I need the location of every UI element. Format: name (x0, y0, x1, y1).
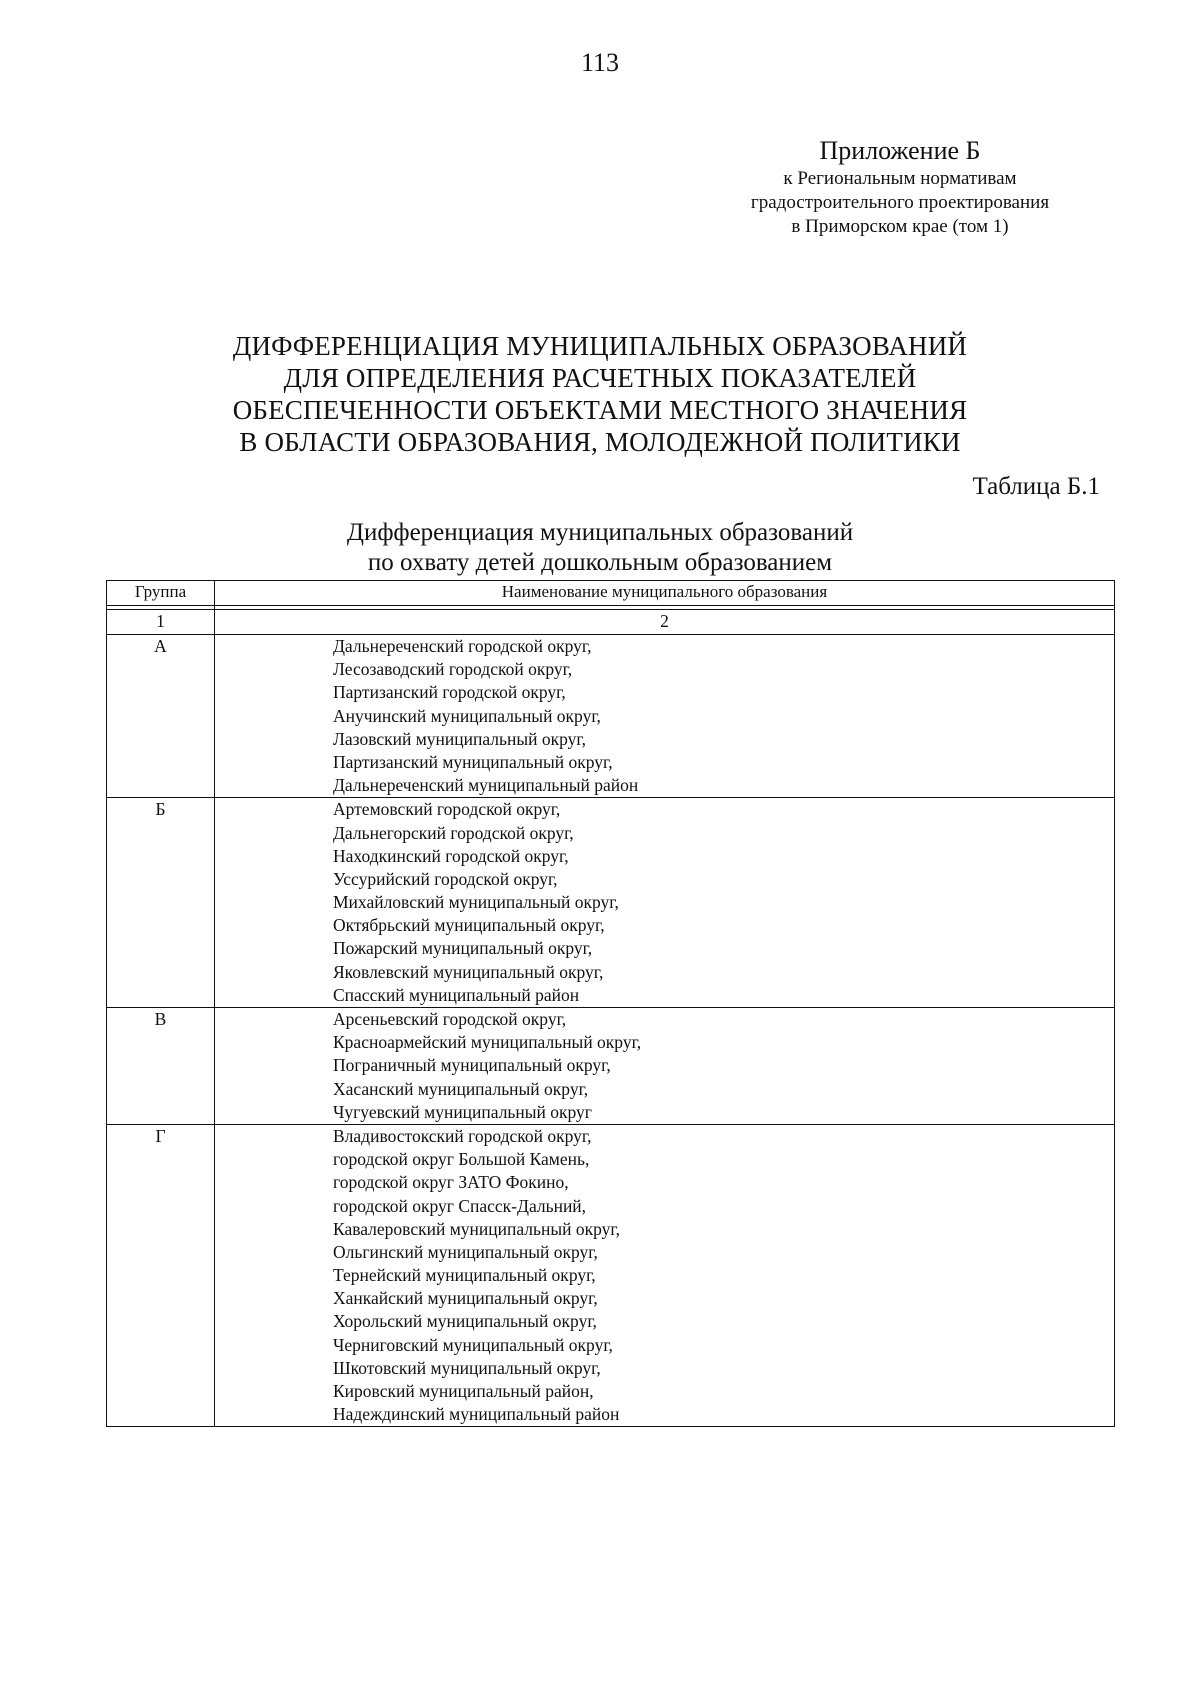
municipality-name: Пожарский муниципальный округ, (333, 938, 593, 959)
main-title-line-4: В ОБЛАСТИ ОБРАЗОВАНИЯ, МОЛОДЕЖНОЙ ПОЛИТИКИ (239, 427, 961, 457)
municipality-name: городской округ Спасск-Дальний, (333, 1195, 587, 1216)
municipality-name: Кавалеровский муниципальный округ, (333, 1218, 620, 1239)
municipality-name: Владивостокский городской округ, (333, 1125, 592, 1146)
municipality-name: Надеждинский муниципальный район (333, 1404, 620, 1425)
municipality-name: Чугуевский муниципальный округ (333, 1101, 592, 1122)
table-caption (100, 518, 1100, 578)
names-cell (215, 798, 1115, 1008)
municipality-name: Анучинский муниципальный округ, (333, 705, 601, 726)
header-group: Группа (107, 581, 215, 606)
table-body (107, 606, 1115, 1427)
municipality-name: Шкотовский муниципальный округ, (333, 1357, 601, 1378)
appendix-line-1: к Региональным нормативам (783, 168, 1017, 189)
municipality-name: Красноармейский муниципальный округ, (333, 1032, 642, 1053)
appendix-title: Приложение Б (819, 136, 981, 165)
municipality-name: Хорольский муниципальный округ, (333, 1311, 597, 1332)
appendix-header (700, 135, 1100, 239)
main-title (100, 330, 1100, 458)
appendix-line-3: в Приморском крае (том 1) (791, 216, 1009, 237)
group-cell: В (107, 1008, 215, 1125)
table-row (107, 1008, 1115, 1125)
municipality-name: Дальнереченский городской округ, (333, 636, 592, 656)
column-number-1: 1 (107, 610, 215, 635)
municipality-name: Хасанский муниципальный округ, (333, 1078, 589, 1099)
main-title-line-2: ДЛЯ ОПРЕДЕЛЕНИЯ РАСЧЕТНЫХ ПОКАЗАТЕЛЕЙ (283, 363, 917, 393)
appendix-line-2: градостроительного проектирования (750, 192, 1050, 213)
municipality-name: Черниговский муниципальный округ, (333, 1334, 613, 1355)
table-caption-line-1: Дифференциация муниципальных образований (346, 519, 854, 546)
group-cell: Б (107, 798, 215, 1008)
municipality-name: городской округ Большой Камень, (333, 1149, 590, 1170)
municipality-name: Яковлевский муниципальный округ, (333, 961, 604, 982)
table-caption-line-2: по охвату детей дошкольным образованием (367, 549, 833, 576)
municipality-name: Лазовский муниципальный округ, (333, 728, 586, 749)
municipality-table (106, 580, 1115, 1427)
main-title-line-3: ОБЕСПЕЧЕННОСТИ ОБЪЕКТАМИ МЕСТНОГО ЗНАЧЕНИЯ (232, 395, 968, 425)
group-cell: А (107, 635, 215, 798)
municipality-name: Тернейский муниципальный округ, (333, 1265, 596, 1286)
column-number-2: 2 (215, 610, 1115, 635)
table-label: Таблица Б.1 (972, 473, 1100, 500)
municipality-name: городской округ ЗАТО Фокино, (333, 1172, 569, 1193)
municipality-name: Пограничный муниципальный округ, (333, 1055, 611, 1076)
municipality-name: Спасский муниципальный район (333, 984, 580, 1005)
municipality-name: Дальнереченский муниципальный район (333, 775, 639, 796)
header-name: Наименование муниципального образования (215, 581, 1115, 606)
column-number-row (107, 610, 1115, 635)
municipality-name: Кировский муниципальный район, (333, 1381, 594, 1401)
names-cell (215, 1124, 1115, 1426)
municipality-name: Дальнегорский городской округ, (333, 822, 574, 843)
municipality-name: Лесозаводский городской округ, (333, 659, 573, 680)
names-cell (215, 635, 1115, 798)
municipality-name: Октябрьский муниципальный округ, (333, 915, 605, 936)
municipality-name: Находкинский городской округ, (333, 845, 569, 866)
municipality-name: Михайловский муниципальный округ, (333, 892, 619, 913)
municipality-name: Партизанский муниципальный округ, (333, 751, 613, 772)
municipality-name: Партизанский городской округ, (333, 682, 566, 703)
group-cell: Г (107, 1124, 215, 1426)
municipality-name: Ханкайский муниципальный округ, (333, 1288, 598, 1309)
table-header-row (107, 581, 1115, 606)
table-row (107, 798, 1115, 1008)
municipality-name: Артемовский городской округ, (333, 799, 561, 820)
page-number: 113 (580, 48, 620, 77)
municipality-name: Ольгинский муниципальный округ, (333, 1241, 598, 1262)
names-cell (215, 1008, 1115, 1125)
main-title-line-1: ДИФФЕРЕНЦИАЦИЯ МУНИЦИПАЛЬНЫХ ОБРАЗОВАНИЙ (232, 331, 968, 361)
table-row (107, 1124, 1115, 1426)
municipality-name: Уссурийский городской округ, (333, 868, 558, 889)
municipality-name: Арсеньевский городской округ, (333, 1009, 567, 1029)
table-row (107, 635, 1115, 798)
